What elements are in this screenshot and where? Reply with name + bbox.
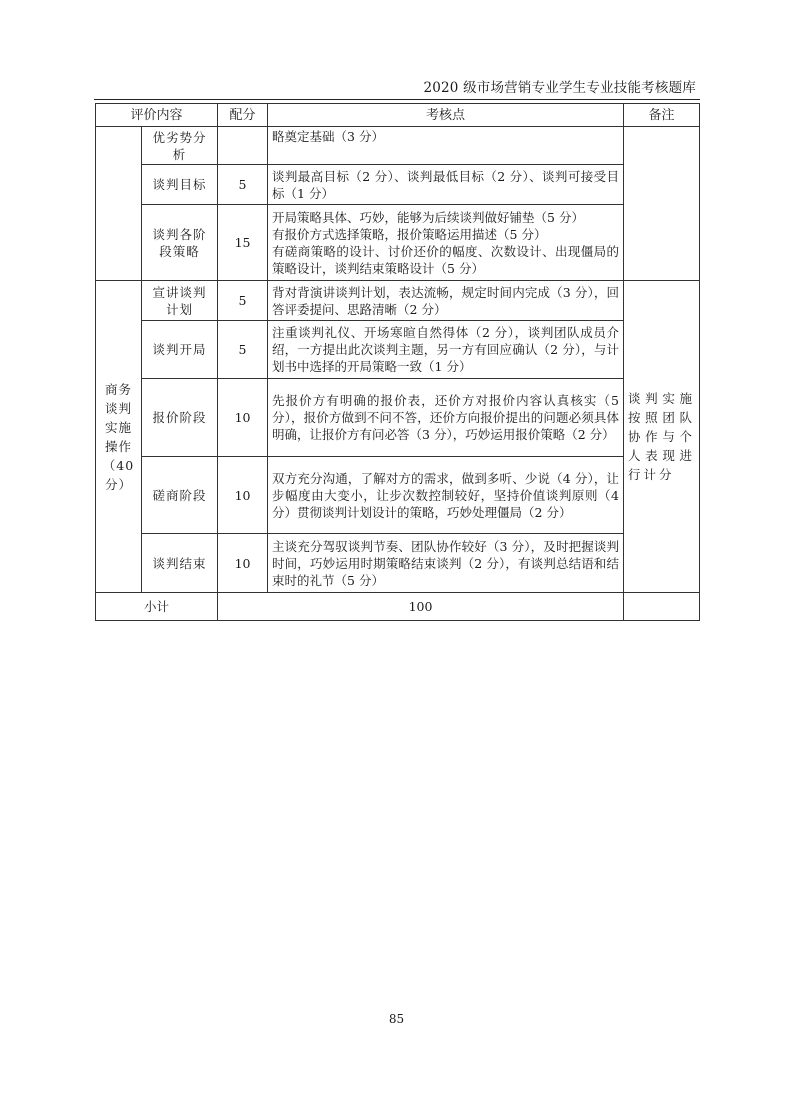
subtotal-label: 小计	[96, 593, 218, 621]
page-number: 85	[388, 1012, 405, 1026]
item-points	[268, 281, 624, 321]
table-row	[96, 127, 700, 165]
points-line: 谈判最高目标（2 分）、谈判最低目标（2 分）、谈判可接受目标（1 分）	[272, 168, 620, 201]
table-row	[96, 165, 700, 205]
item-score: 10	[218, 534, 268, 593]
table-row	[96, 321, 700, 379]
category-cell: 商务谈判实施操作（40分）	[96, 281, 142, 593]
item-score: 5	[218, 281, 268, 321]
category-cell-empty	[96, 127, 142, 281]
item-score: 5	[218, 321, 268, 379]
item-name: 谈判各阶段策略	[142, 205, 218, 281]
header-content: 评价内容	[96, 104, 218, 127]
item-name: 宣讲谈判计划	[142, 281, 218, 321]
points-line: 注重谈判礼仪、开场寒暄自然得体（2 分），谈判团队成员介绍，一方提出此次谈判主题，另一方有回应确认（2 分），与计划书中选择的开局策略一致（1 分）	[272, 325, 620, 374]
points-line: 双方充分沟通，了解对方的需求，做到多听、少说（4 分），让步幅度由大变小，让步次数控制较好，坚持价值谈判原则（4 分）贯彻谈判计划设计的策略，巧妙处理僵局（2 分）	[272, 470, 620, 520]
points-line: 背对背演讲谈判计划，表达流畅，规定时间内完成（3 分），回答评委提问、思路清晰（2 分）	[272, 284, 620, 317]
table-row	[96, 205, 700, 281]
table-row	[96, 281, 700, 321]
item-name: 报价阶段	[142, 379, 218, 457]
subtotal-note-empty	[624, 593, 700, 621]
table-row	[96, 379, 700, 457]
item-score: 5	[218, 165, 268, 205]
item-points	[268, 379, 624, 457]
page-header-title: 2020 级市场营销专业学生专业技能考核题库	[423, 80, 696, 96]
points-line: 略奠定基础（3 分）	[272, 129, 384, 144]
header-score: 配分	[218, 104, 268, 127]
header-points: 考核点	[268, 104, 624, 127]
subtotal-row	[96, 593, 700, 621]
note-cell-empty	[624, 127, 700, 281]
item-name: 优劣势分析	[142, 127, 218, 165]
item-name: 磋商阶段	[142, 457, 218, 534]
item-points	[268, 534, 624, 593]
note-cell: 谈判实施按照团队协作与个人表现进行计分	[624, 281, 700, 593]
item-points	[268, 205, 624, 281]
points-line: 开局策略具体、巧妙，能够为后续谈判做好铺垫（5 分）	[272, 209, 584, 225]
item-points	[268, 457, 624, 534]
points-line: 先报价方有明确的报价表，还价方对报价内容认真核实（5 分），报价方做到不问不答，还价方向报价提出的问题必须具体明确，让报价方有问必答（3 分），巧妙运用报价策略（2 分）	[272, 393, 620, 442]
item-points	[268, 321, 624, 379]
item-score: 15	[218, 205, 268, 281]
points-line: 主谈充分驾驭谈判节奏、团队协作较好（3 分），及时把握谈判时间，巧妙运用时期策略结束谈判（2 分），有谈判总结语和结束时的礼节（5 分）	[272, 538, 620, 588]
item-name: 谈判目标	[142, 165, 218, 205]
points-line: 有报价方式选择策略，报价策略运用描述（5 分）	[272, 226, 547, 242]
item-name: 谈判开局	[142, 321, 218, 379]
header-note: 备注	[624, 104, 700, 127]
subtotal-value: 100	[218, 593, 624, 621]
table-header-row	[96, 104, 700, 127]
item-score: 10	[218, 457, 268, 534]
item-points	[268, 165, 624, 205]
table-row	[96, 534, 700, 593]
points-line: 有磋商策略的设计、讨价还价的幅度、次数设计、出现僵局的策略设计，谈判结束策略设计（5 分）	[272, 243, 620, 276]
assessment-table	[95, 103, 700, 621]
item-score	[218, 127, 268, 165]
item-points	[268, 127, 624, 165]
table-row	[96, 457, 700, 534]
item-score: 10	[218, 379, 268, 457]
item-name: 谈判结束	[142, 534, 218, 593]
header-rule	[94, 99, 700, 100]
